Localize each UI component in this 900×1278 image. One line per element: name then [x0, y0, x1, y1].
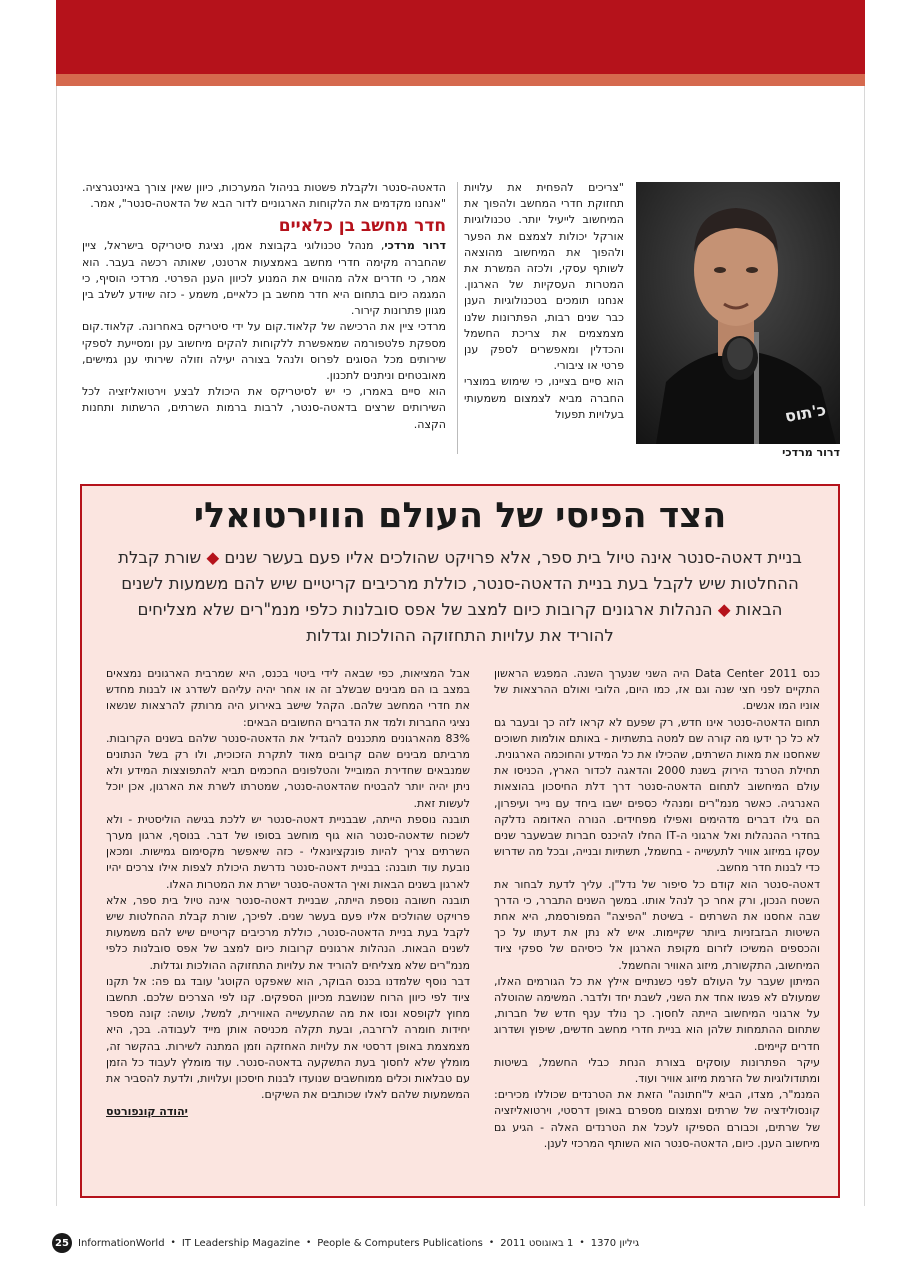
page-number: 25 [52, 1233, 72, 1253]
column-divider [457, 182, 458, 454]
body-paragraph: המיתון שעבר על העולם לפני כשנתיים אילץ את כל הגורמים האלו, שמעולם לא פגשו אחד את השני, לשבת יחד ולדבר. המשימה שהוטלה על ארגוני המיחשוב הייתה לחסוך. כך נולד ענף חדש של חברות, שתחום ההתמחות שלהן הוא בניית חדרי מחשב חדשים, שיפוץ ושדרוג חדרים קיימים. [494, 974, 820, 1053]
speaker-photo [636, 182, 840, 444]
body-paragraph: דבר נוסף שלמדנו בכנס הבוקר, הוא שאפקט הקוטג' עובד גם פה: אל תקנו ציוד לפי כיוון הרוח שנושבת מכיוון הספקים. קנו לפי הצרכים שלכם. תחשבו מחוץ לקופסא ונסו את מה שהתעשייה האווירית, למשל, עושה: קונה מספר יחידות חומרה לרזרבה, ובעת תקלה מכניסה אותן מייד לעבודה. בכך, היא מצמצמת באופן דרסטי את עלויות האחזקה וזמן המתנה לשירות. בהקשר זה, מומלץ שלא לחסוך בעת התשקעה בדאטה-סנטר. עוד מומלץ לעבוד כל הזמן עם טבלאות וכלים ממוחשבים שנועדו לבנות חיסכון ועלויות, ולדעת להסביר את המשמעות שלהם לאלו שכותבים את השיקים. [106, 974, 470, 1102]
footer-publication: People & Computers Publications [317, 1237, 483, 1249]
footer-bullet: • [305, 1238, 312, 1248]
footer-bullet: • [579, 1238, 585, 1248]
left-page-rule [56, 86, 57, 1206]
narrow-column-text [464, 180, 624, 454]
body-paragraph: תחום הדאטה-סנטר אינו חדש, רק שפעם לא קראו לזה כך ובעבר גם לא כל כך ידעו מה קורה שם למטה בתשתיות - באותם אולמות חשוכים שאחסנו את מאות השרתים, שהכילו את כל המידע והחוכמה הארגונית. [494, 715, 820, 762]
upper-article-text [82, 180, 446, 433]
deck-text: שורת קבלת ההחלטות שיש לקבל בעת בניית הדאטה-סנטר, כוללת מרכיבים קריטיים שיש להם משמעות לשנים הבאות [118, 548, 799, 619]
speaker-photo-illustration [636, 182, 840, 444]
upper-paragraph [82, 238, 446, 319]
feature-deck [118, 545, 802, 649]
body-paragraph: כנס Data Center 2011 היה השני שנערך השנה. המפגש הראשון התקיים לפני חצי שנה וגם אז, כמו היום, הלובי ואולם ההרצאות של אוניו המו אנשים. [494, 667, 820, 713]
diamond-bullet-icon: ◆ [717, 600, 731, 619]
body-paragraph: עיקר הפתרונות עוסקים בצורת הנחת כבלי החשמל, בשיטות ומתודולוגיות של הזרמת מיזוג אוויר ועוד. [494, 1055, 820, 1086]
author-byline: יהודה קונפורטס [106, 1105, 188, 1119]
body-paragraph: תחילת הטרנד הירוק בשנת 2000 והדאגה לכדור הארץ, הכניסו את עולם המיחשוב לתחום הדאטה-סנטר דרך דלת החיסכון בהוצאות האנרגיה. כאשר מנמ"רים ומנהלי כספים ישבו ביחד עם נייר ועיפרון, הם גילו דברים מדהימים ואפילו מפחידים. הנורה האדומה נדלקה בחדרי ההנהלות ואל ארגוני ה-IT החלו להיכנס חברות שבשעבר שנים עסקו במיזוג אוויר לתעשייה - בחשמל, תשתיות ובנייה, ובכל מה שדרוש כדי לבנות חדר מחשב. [494, 764, 820, 875]
right-page-rule [864, 86, 865, 1206]
footer-issue: גיליון 1370 [590, 1237, 640, 1249]
body-paragraph: תובנה נוספת הייתה, שבבניית דאטה-סנטר יש ללכת בגישה הוליסטית - ולא לשכוח שדאטה-סנטר הוא גוף מוחשב בסופו של דבר. בנוסף, ארגון מערך השרתים צריך להיות פונקציונאלי - כזה שיאפשר מקסימום גמישות. ומכאן נובעת עוד תובנה: בבניית דאטה-סנטר נדרשת היכולת לצפות אילו צרכים יהיו לארגון בשנים הבאות ואיך הדאטה-סנטר ישרת את המטרות האלו. [106, 812, 470, 891]
section-subheading: חדר מחשב בן כלאיים [278, 216, 446, 237]
body-paragraph: 83% מהארגונים מתכננים להגדיל את הדאטה-סנטר שלהם בשנים הקרובות. מרביתם מבינים שהם קרובים מאוד לתקרת הזכוכית, ולו רק בשל הנתונים שמנבאים שחדירת המובייל והטלפונים החכמים תביא להתפוצצות המידע ולא ניתן יהיה יותר להבטיח שהדאטה-סנטר, שמטרתו לשרת את הארגון, אכן יוכל לעשות זאת. [106, 731, 470, 810]
header-red-bar [56, 0, 865, 74]
photo-caption: דרור מרדכי [782, 446, 840, 459]
shirt-logo-text: כ'תוס [783, 400, 828, 426]
deck-text: בניית דאטה-סנטר אינה טיול בית ספר, אלא פרויקט שהולכים אליו פעם בעשר שנים [224, 548, 802, 567]
footer-date: 1 באוגוסט 2011 [500, 1237, 574, 1249]
body-paragraph: אבל המציאות, כפי שבאה לידי ביטוי בכנס, היא שמרבית הארגונים נמצאים במצב בו הם מבינים שבשלב זה או אחר יהיה עליהם לשדרג או לבנות מחדש את חדרי המחשב שלהם. הקהל שישב באירוע היה מרותק להרצאות שנשאו נציגי החברות ולמד את הדברים החשובים הבאים: [106, 667, 470, 729]
header-orange-stripe [56, 74, 865, 86]
narrow-paragraph: "צריכים להפחית את עלויות תחזוקת חדרי המחשב ולהפוך את המיחשוב לייעיל יותר. טכנולוגיות אורקל יכולות לצמצם את הפער ולהפוך את המיחשוב מהוצאה לשותף עסקי, ולכזה המשרת את המטרות העסקיות של הארגון. אנחנו תומכים בטכנולוגיות הענן כבר שנים רבות, הפתרונות שלנו מצמצמים את צריכת החשמל והכדלין ומאפשרים לספק ענן פרטי או ציבורי. [464, 181, 624, 373]
body-paragraph: דאטה-סנטר הוא קודם כל סיפור של נדל"ן. עליך לדעת לבחור את השטח הנכון, ורק אחר כך לנהל אותו. במשך השנים התברר, כי הדרך שבה אחסנו את השרתים - בשיטת "הפיצה" המפורסמת, היא אחת השיטות הבזבזניות ביותר שקיימות. איש לא נתן את דעתו על כך והכספים המשיכו לזרום מקופת הארגון אל כיסיהם של ספקי ציוד המיחשוב, התקשורת, מיזוג האוויר והחשמל. [494, 877, 820, 972]
narrow-paragraph: הוא סיים בציינו, כי שימוש במוצרי החברה מביא לצמצום משמעותי בעלויות תפעול [464, 375, 624, 421]
upper-paragraph: מרדכי ציין את הרכישה של קלאוד.קום על ידי סיטריקס באחרונה. קלאוד.קום מספקת פלטפורמה שמאפשרת ללקוחות להקים מיחשוב ענן ומסייעת לספקי שירותים מכל הסוגים לפרוס ולנהל בצורה יעילה וזולה שירותי ענן גמישים, מאובטחים וניתנים לתכנון. [82, 320, 446, 383]
diamond-bullet-icon: ◆ [206, 548, 220, 567]
deck-text: הנהלות ארגונים קרובות כיום למצב של אפס סובלנות כלפי מנמ"רים שלא מצליחים להוריד את עלויות התחזוקה ההולכות וגדלות [137, 600, 713, 645]
page-footer [52, 1232, 639, 1254]
paragraph-text: , מנהל טכנולוגי בקבוצת אמן, נציגת סיטריקס בישראל, ציין שהחברה מקימה חדרי מחשב באמצעות ארטנט, שאותה רכשה בעבר. הוא אמר, כי חדרים אלה מהווים את המנוע לכיוון הענן הפרטי. מרדכי הוסיף, כי המגמה כיום בתחום היא חדר מחשב בן כלאיים, משמע - כזה שיודע לשלב בין מגוון פתרונות קירור. [82, 239, 446, 318]
feature-column-left [106, 666, 470, 1180]
footer-publication: InformationWorld [78, 1237, 165, 1249]
feature-column-right [494, 666, 820, 1180]
body-paragraph: המנמ"ר, מצדו, הביא ל"חתונה" הזאת את הטרנדים שכוללו מכירים: קונסולידציה של שרתים וצמצום מספרם באופן דרסטי, וירטואליזציה של שרתים, וכבורם הספיקו לעכל את הטרנדים האלה - הגיע גם מיחשוב הענן. כיום, הדאטה-סנטר הוא השותף המרכזי לענן. [494, 1088, 820, 1150]
upper-paragraph: הדאטה-סנטר ולקבלת פשטות בניהול המערכות, כיוון שאין צורך באינטגרציה. "אנחנו מקדמים את הלקוחות הארגוניים לדור הבא של הדאטה-סנטר", אמר. [82, 181, 446, 211]
upper-paragraph: הוא סיים באמרו, כי יש לסיטריקס את היכולת לבצע וירטואליזציה לכל השירותים שרצים בדאטה-סנטר, לרבות ברמות השרתים, הרשתות ותחנות הקצה. [82, 385, 446, 431]
footer-publication: IT Leadership Magazine [181, 1237, 300, 1249]
footer-bullet: • [170, 1238, 176, 1248]
feature-headline: הצד הפיסי של העולם הווירטואלי [193, 496, 727, 536]
footer-bullet: • [488, 1238, 495, 1248]
speaker-name: דרור מרדכי [384, 239, 446, 253]
body-paragraph: תובנה חשובה נוספת הייתה, שבניית דאטה-סנטר אינה טיול בית ספר, אלא פרויקט שהולכים אליו פעם בעשר שנים. לפיכך, שורת קבלת ההחלטות שיש לקבל בעת בניית הדאטה-סנטר, כוללת מרכיבים קריטיים שיש להם משמעות לשנים הבאות. הנהלות ארגונים קרובות כיום למצב של אפס סובלנות כלפי מנמ"רים שלא מצליחים להוריד את עלויות התחזוקה ההולכות וגדלות. [106, 893, 470, 972]
